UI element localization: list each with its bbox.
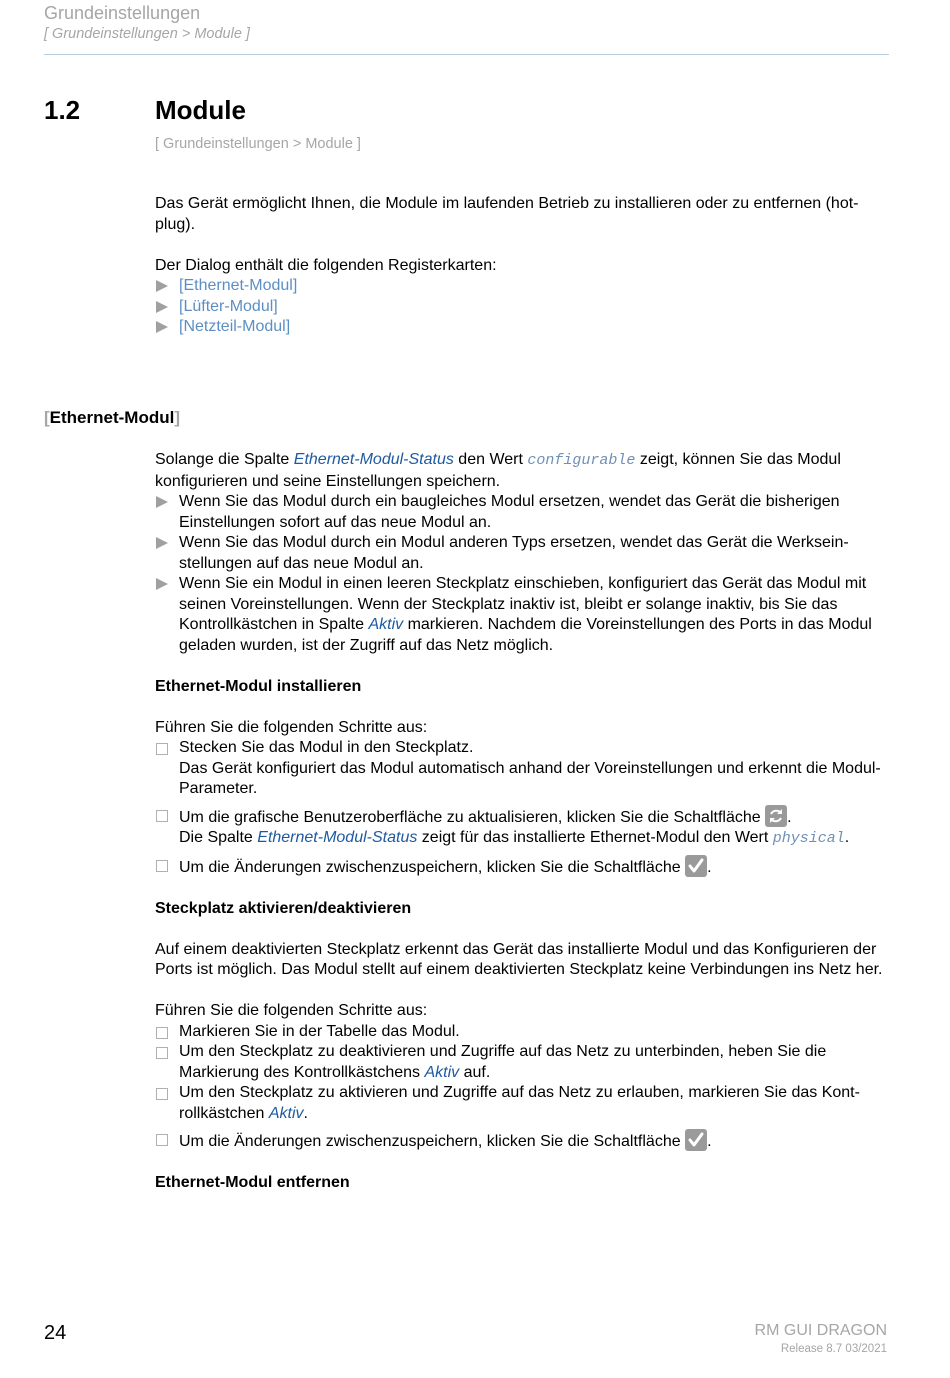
- install-heading: Ethernet-Modul installieren: [155, 677, 362, 695]
- tab-link-ethernet-modul[interactable]: [Ethernet-Modul]: [179, 277, 298, 294]
- remove-heading: Ethernet-Modul entfernen: [155, 1174, 350, 1191]
- step-checkbox-icon: [156, 1047, 168, 1059]
- header-divider: [44, 54, 889, 55]
- checkmark-icon[interactable]: [685, 1129, 707, 1151]
- list-item: Wenn Sie das Modul durch ein baugleiches Modul ersetzen, wendet das Gerät die bisherigen Einstellungen sofort auf das neue Modul an.: [155, 492, 890, 533]
- checkmark-icon[interactable]: [685, 855, 707, 877]
- step-checkbox-icon: [156, 1088, 168, 1100]
- bullet-triangle-icon: [156, 537, 168, 549]
- refresh-icon[interactable]: [765, 805, 787, 827]
- bullet-triangle-icon: [156, 280, 168, 292]
- bullet-triangle-icon: [156, 496, 168, 508]
- column-ref: Ethernet-Modul-Status: [293, 451, 454, 468]
- step-item: Um den Steckplatz zu aktivieren und Zugriffe auf das Netz zu erlauben, markieren Sie das Kont-rollkästchen Aktiv.: [155, 1083, 890, 1124]
- section-intro: [155, 194, 890, 338]
- section-title: Module: [155, 95, 246, 125]
- list-item: Wenn Sie ein Modul in einen leeren Steckplatz einschieben, konfiguriert das Gerät das Modul mit seinen Voreinstellungen. Wenn der Steckplatz inaktiv ist, bleibt er solange inaktiv, bis Sie das Kontrollkästchen in Spalte Aktiv markieren. Nachdem die Voreinstellungen des Ports in das Modul geladen wurden, ist der Zugriff auf das Netz möglich.: [155, 574, 890, 656]
- step-checkbox-icon: [156, 1134, 168, 1146]
- step-checkbox-icon: [156, 1027, 168, 1039]
- running-header-breadcrumb: [ Grundeinstellungen > Module ]: [44, 26, 250, 42]
- steps-intro: Führen Sie die folgenden Schritte aus:: [155, 1002, 428, 1019]
- steps-intro: Führen Sie die folgenden Schritte aus:: [155, 718, 428, 736]
- step-checkbox-icon: [156, 743, 168, 755]
- section-number: 1.2: [44, 95, 81, 125]
- value-ref: configurable: [527, 452, 636, 469]
- section-path: [ Grundeinstellungen > Module ]: [155, 136, 361, 152]
- step-item: Um den Steckplatz zu deaktivieren und Zugriffe auf das Netz zu unterbinden, heben Sie die Markierung des Kontrollkästchens Aktiv auf.: [155, 1042, 890, 1083]
- bullet-triangle-icon: [156, 321, 168, 333]
- ethernet-intro: Solange die Spalte Ethernet-Modul-Status den Wert configurable zeigt, können Sie das Modul konfigurieren und seine Einstellungen speichern.: [155, 451, 841, 490]
- slot-heading: Steckplatz aktivieren/deaktivieren: [155, 899, 412, 917]
- list-item: Wenn Sie das Modul durch ein Modul anderen Typs ersetzen, wendet das Gerät die Werksein-stellungen auf das neue Modul an.: [155, 533, 890, 574]
- step-item: Um die grafische Benutzeroberfläche zu aktualisieren, klicken Sie die Schaltfläche . Die Spalte Ethernet-Modul-Status zeigt für das installierte Ethernet-Modul den Wert physical.: [155, 805, 890, 850]
- step-item: Um die Änderungen zwischenzuspeichern, klicken Sie die Schaltfläche .: [155, 1129, 890, 1153]
- footer-document-title: RM GUI DRAGON: [754, 1322, 887, 1339]
- step-checkbox-icon: [156, 810, 168, 822]
- step-item: Um die Änderungen zwischenzuspeichern, klicken Sie die Schaltfläche .: [155, 855, 890, 879]
- bullet-triangle-icon: [156, 578, 168, 590]
- tab-link-netzteil-modul[interactable]: [Netzteil-Modul]: [179, 318, 291, 335]
- step-item: Stecken Sie das Modul in den Steckplatz. Das Gerät konfiguriert das Modul automatisch anhand der Voreinstellungen und erkennt die Modul-Parameter.: [155, 738, 890, 800]
- page-number: 24: [44, 1322, 67, 1344]
- ethernet-modul-content: [155, 450, 890, 1194]
- subsection-heading-ethernet-modul: [Ethernet-Modul]: [44, 408, 180, 427]
- slot-intro: Auf einem deaktivierten Steckplatz erkennt das Gerät das installierte Modul und das Konfigurieren der Ports ist möglich. Das Modul stellt auf einem deaktivierten Steckplatz keine Verbindungen ins Netz her.: [155, 940, 883, 978]
- bullet-triangle-icon: [156, 301, 168, 313]
- tab-link-item[interactable]: [155, 276, 890, 297]
- tabs-intro: Der Dialog enthält die folgenden Registerkarten:: [155, 256, 497, 274]
- tab-link-item[interactable]: [155, 297, 890, 318]
- step-item: Markieren Sie in der Tabelle das Modul.: [155, 1022, 890, 1043]
- tab-link-item[interactable]: [155, 317, 890, 338]
- tab-link-luefter-modul[interactable]: [Lüfter-Modul]: [179, 297, 278, 315]
- intro-paragraph: Das Gerät ermöglicht Ihnen, die Module im laufenden Betrieb zu installieren oder zu entfernen (hot-plug).: [155, 195, 859, 233]
- step-checkbox-icon: [156, 860, 168, 872]
- running-header-title: Grundeinstellungen: [44, 3, 201, 23]
- footer-release: Release 8.7 03/2021: [780, 1343, 887, 1355]
